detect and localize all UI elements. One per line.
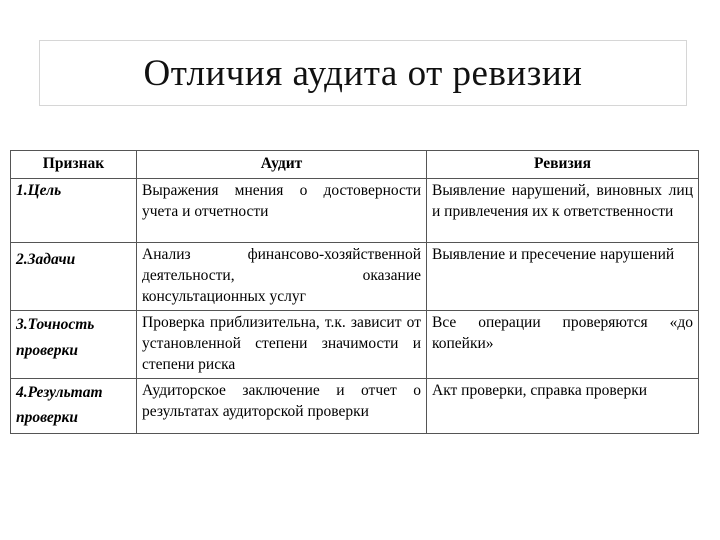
header-revision: Ревизия — [427, 151, 699, 179]
row-revision: Выявление и пресечение нарушений — [427, 243, 699, 311]
header-audit: Аудит — [137, 151, 427, 179]
header-criterion: Признак — [11, 151, 137, 179]
row-criterion: 3.Точность проверки — [11, 311, 137, 379]
row-audit: Анализ финансово-хозяйственной деятельности, оказание консультационных услуг — [137, 243, 427, 311]
table-row — [11, 379, 699, 434]
row-criterion: 2.Задачи — [11, 243, 137, 311]
table-row — [11, 179, 699, 243]
row-revision: Выявление нарушений, виновных лиц и привлечения их к ответственности — [427, 179, 699, 243]
table-row — [11, 311, 699, 379]
row-audit: Выражения мнения о достоверности учета и отчетности — [137, 179, 427, 243]
row-audit: Проверка приблизительна, т.к. зависит от установленной степени значимости и степени риска — [137, 311, 427, 379]
table-row — [11, 243, 699, 311]
row-revision: Акт проверки, справка проверки — [427, 379, 699, 434]
slide-title-box — [39, 40, 687, 106]
row-audit: Аудиторское заключение и отчет о результатах аудиторской проверки — [137, 379, 427, 434]
comparison-table — [10, 150, 699, 434]
row-criterion: 1.Цель — [11, 179, 137, 243]
slide-title: Отличия аудита от ревизии — [143, 52, 583, 94]
row-revision: Все операции проверяются «до копейки» — [427, 311, 699, 379]
row-criterion: 4.Результат проверки — [11, 379, 137, 434]
table-header-row — [11, 151, 699, 179]
